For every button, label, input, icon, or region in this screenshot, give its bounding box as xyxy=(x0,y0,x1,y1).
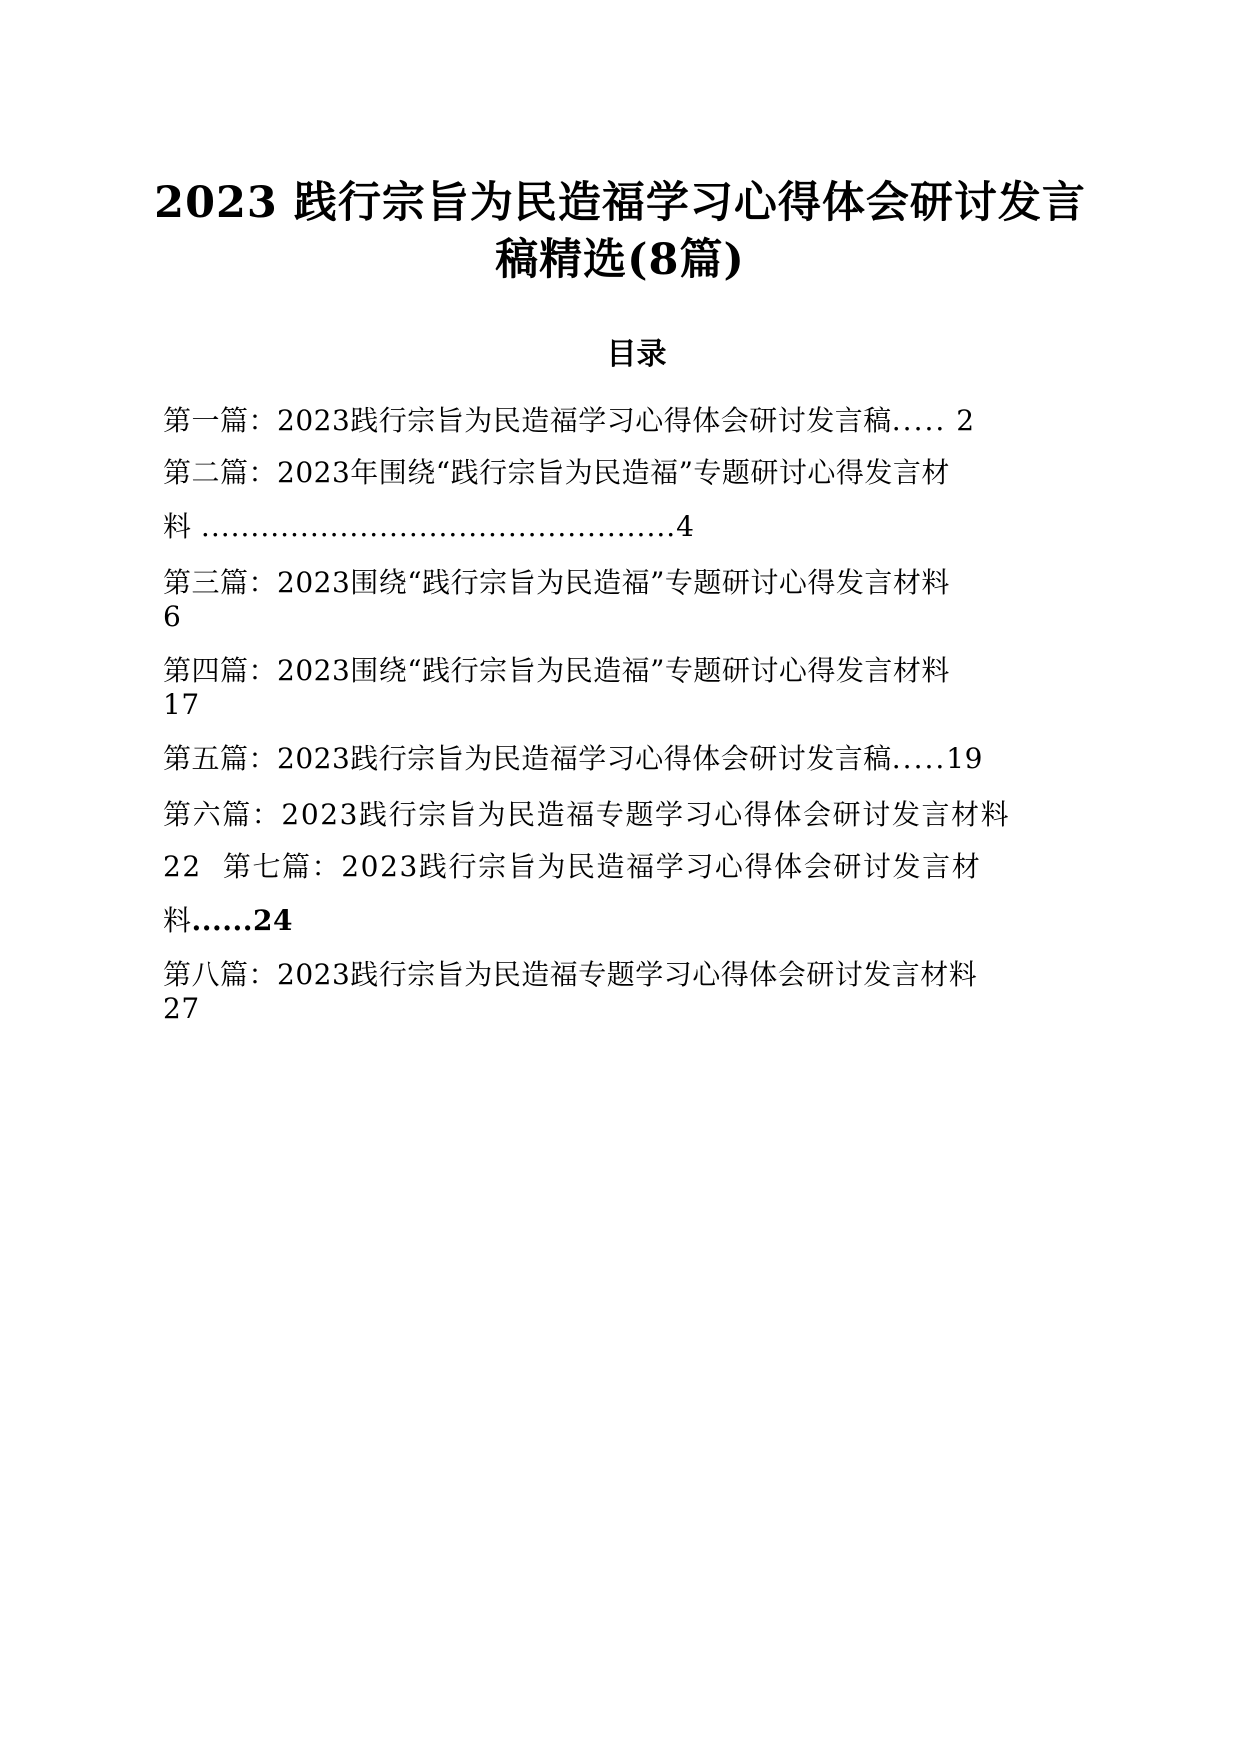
document-title-line-2: 稿精选(8篇) xyxy=(495,235,745,285)
toc-entry-label: 第五篇：2023践行宗旨为民造福学习心得体会研讨发言稿 xyxy=(163,742,892,775)
toc-entry-8-page-line[interactable] xyxy=(163,990,200,1028)
toc-entry-1[interactable] xyxy=(163,402,975,440)
toc-entry-label: 第一篇：2023践行宗旨为民造福学习心得体会研讨发言稿 xyxy=(163,404,892,437)
toc-entry-label: 第七篇：2023践行宗旨为民造福学习心得体会研讨发言材 xyxy=(222,850,982,883)
toc-entry-page: 2 xyxy=(956,404,975,437)
toc-entry-7[interactable] xyxy=(163,848,981,886)
toc-entry-label: 第二篇：2023年围绕“践行宗旨为民造福”专题研讨心得发言材 xyxy=(163,456,950,489)
toc-entry-label-cont: 料 xyxy=(163,510,192,543)
toc-entry-leader: ..... xyxy=(891,404,947,437)
toc-entry-leader: ..... xyxy=(891,742,947,775)
toc-entry-6[interactable] xyxy=(163,796,1010,834)
toc-entry-4[interactable] xyxy=(163,652,950,690)
toc-heading: 目录 xyxy=(606,337,667,372)
toc-entry-label: 第八篇：2023践行宗旨为民造福专题学习心得体会研讨发言材料 xyxy=(163,958,978,991)
toc-entry-page: 19 xyxy=(946,742,983,775)
toc-entry-leader: ................................................ xyxy=(200,510,677,543)
toc-entry-label-cont: 料 xyxy=(163,904,192,937)
toc-entry-3-page-line[interactable] xyxy=(163,598,181,636)
toc-entry-3[interactable] xyxy=(163,564,950,602)
toc-entry-leader: ...... xyxy=(191,904,254,937)
toc-entry-page: 6 xyxy=(163,600,182,633)
toc-entry-page: 27 xyxy=(163,992,200,1025)
toc-entry-5[interactable] xyxy=(163,740,983,778)
toc-entry-2-continued[interactable] xyxy=(163,508,694,546)
toc-entry-label: 第四篇：2023围绕“践行宗旨为民造福”专题研讨心得发言材料 xyxy=(163,654,950,687)
toc-entry-8[interactable] xyxy=(163,956,977,994)
document-title-line-1: 2023 践行宗旨为民造福学习心得体会研讨发言 xyxy=(154,178,1086,228)
toc-entry-page: 4 xyxy=(676,510,695,543)
toc-entry-page: 17 xyxy=(163,688,200,721)
toc-entry-7-continued[interactable] xyxy=(163,902,293,940)
toc-entry-6-page: 22 xyxy=(163,850,202,883)
toc-entry-2[interactable] xyxy=(163,454,950,492)
toc-entry-label: 第三篇：2023围绕“践行宗旨为民造福”专题研讨心得发言材料 xyxy=(163,566,950,599)
toc-entry-4-page-line[interactable] xyxy=(163,686,200,724)
toc-entry-page: 24 xyxy=(253,904,293,937)
toc-entry-label: 第六篇：2023践行宗旨为民造福专题学习心得体会研讨发言材料 xyxy=(163,798,1011,831)
